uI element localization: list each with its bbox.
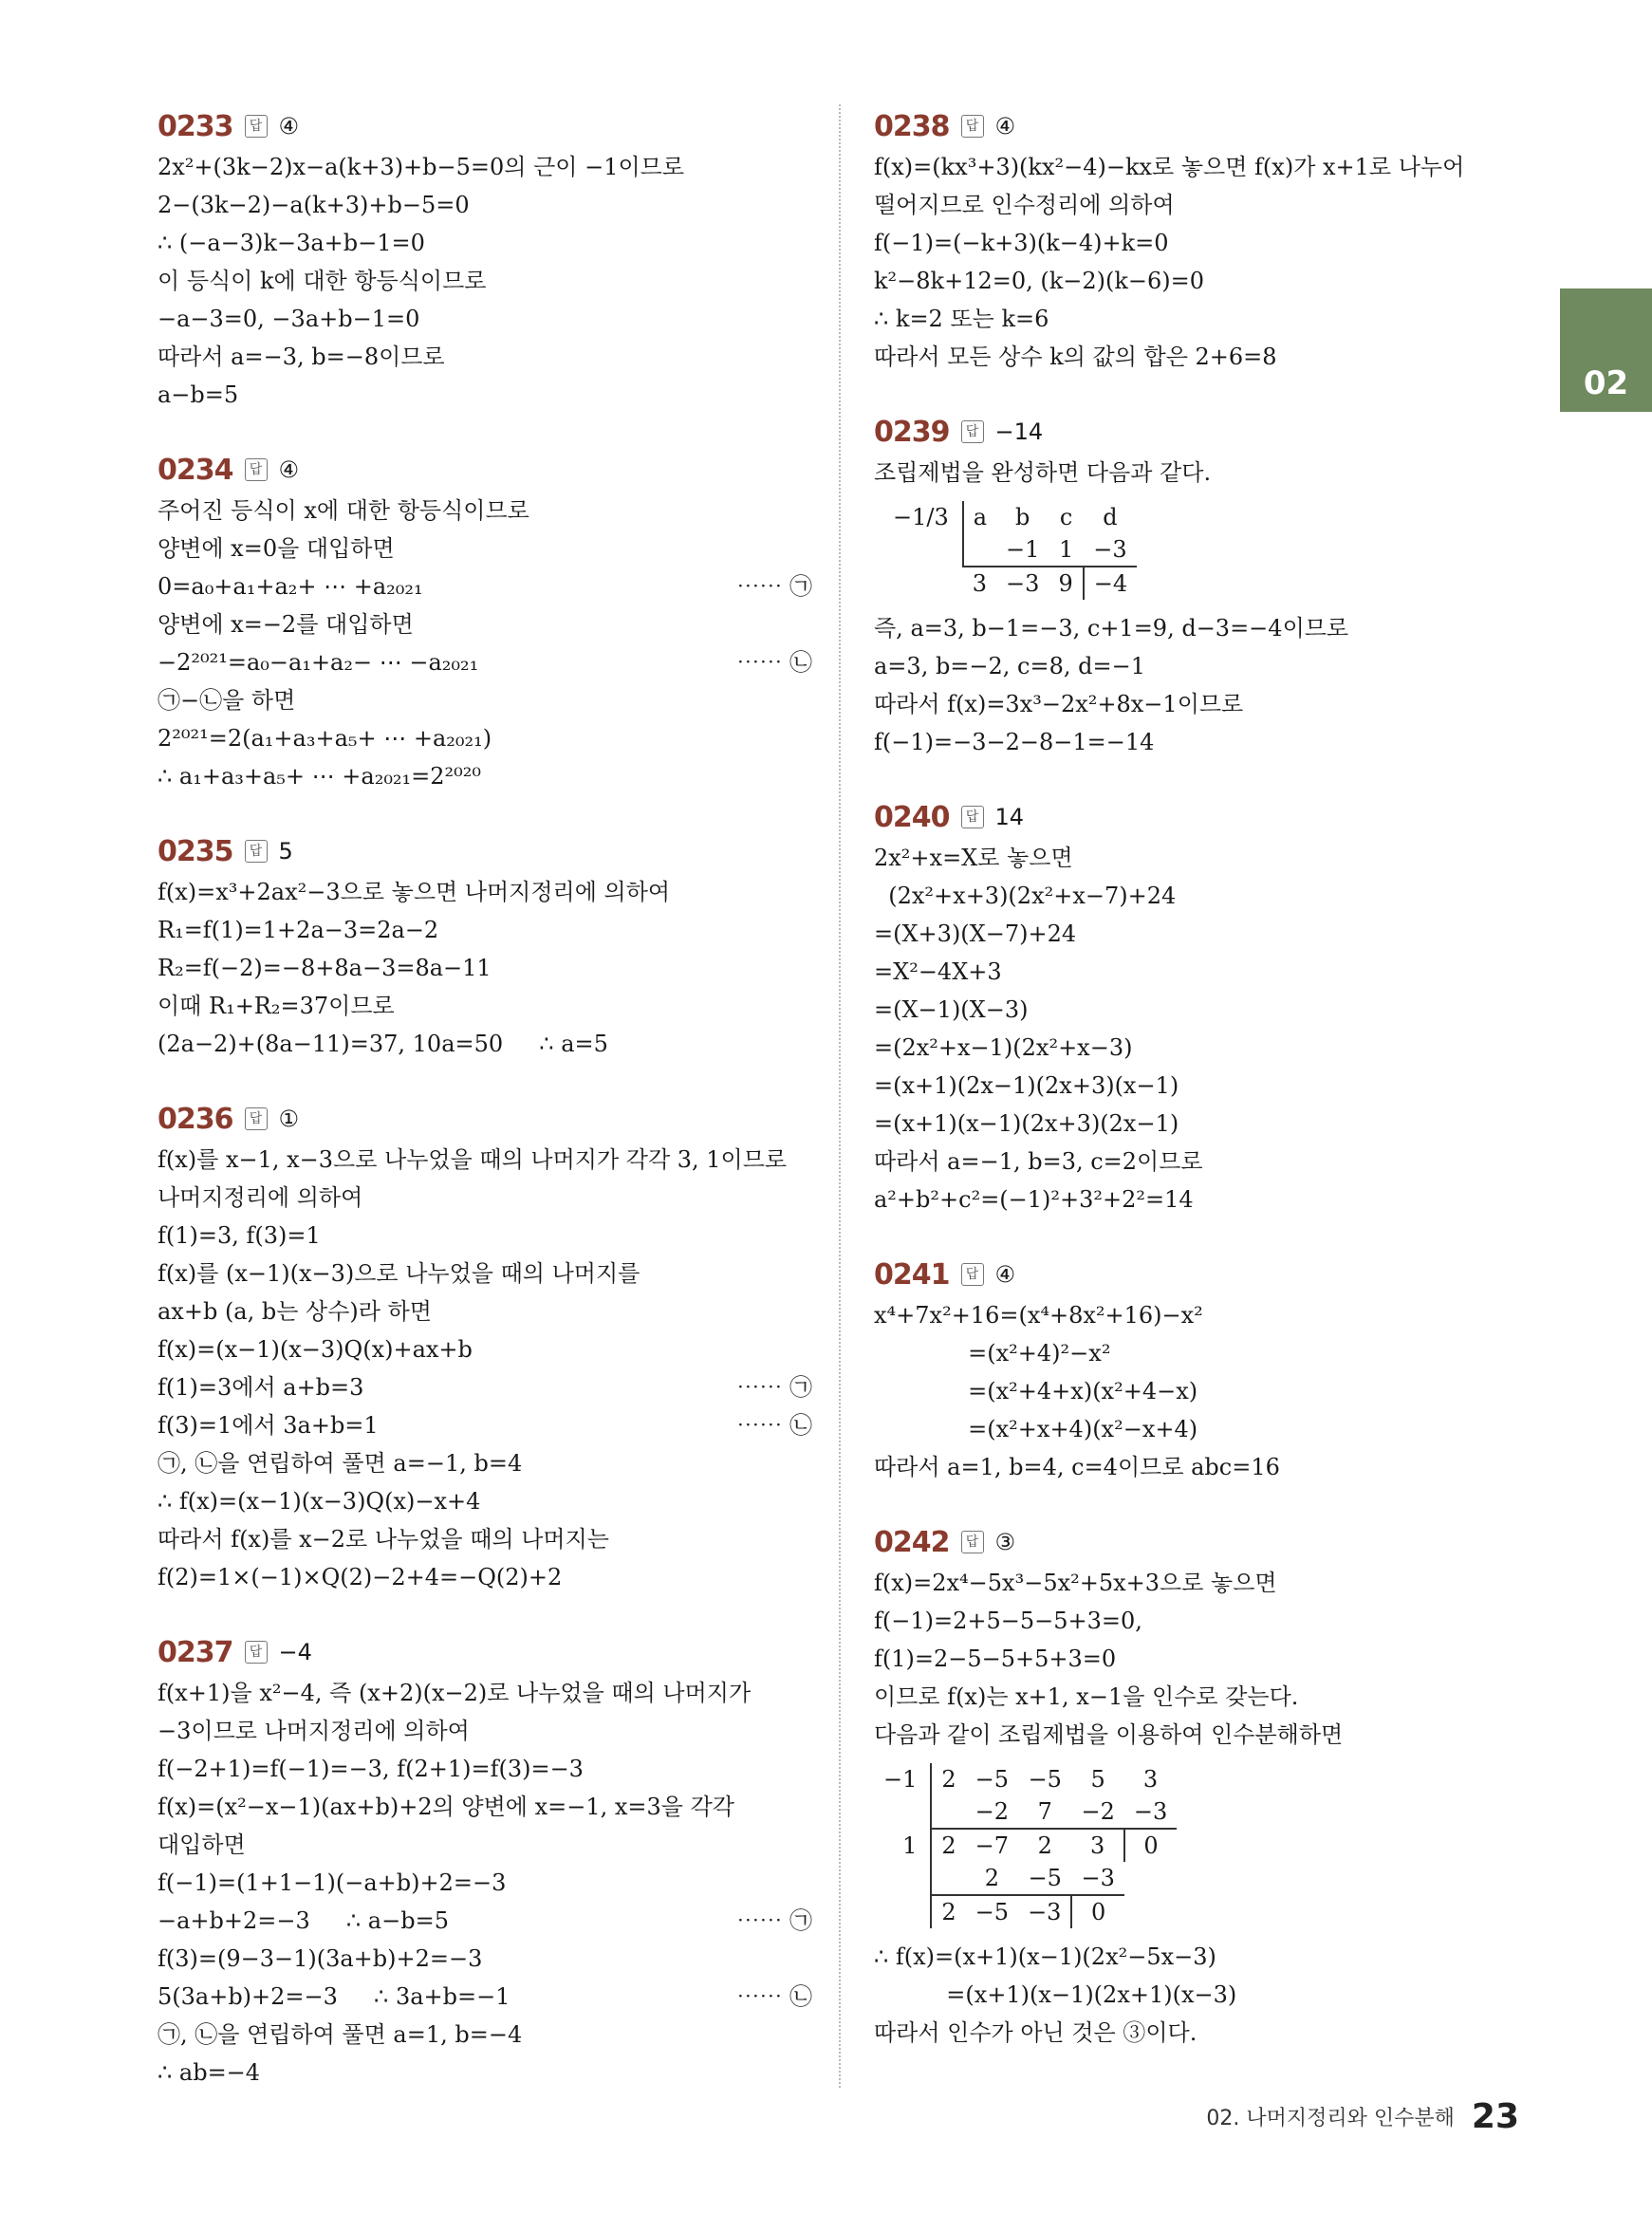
problem-number: 0239 xyxy=(874,415,950,449)
solution-line xyxy=(874,1976,1538,2014)
solution-line xyxy=(158,300,812,338)
synthetic-division-table xyxy=(883,501,1137,600)
solution-line xyxy=(874,1716,1538,1754)
solution-text: f(x)를 (x−1)(x−3)으로 나누었을 때의 나머지를 xyxy=(158,1260,640,1287)
solution-text: ∴ f(x)=(x−1)(x−3)Q(x)−x+4 xyxy=(158,1488,481,1515)
equation-tag: ⋯⋯ ㉠ xyxy=(736,1907,812,1934)
solution-text: a−b=5 xyxy=(158,381,239,408)
solution-text: −2²⁰²¹=a₀−a₁+a₂− ⋯ −a₂₀₂₁ xyxy=(158,649,479,676)
synthetic-division-cell: −5 xyxy=(1028,1766,1062,1793)
solution-text: ∴ f(x)=(x+1)(x−1)(2x²−5x−3) xyxy=(874,1943,1216,1970)
solution-text: f(x)=2x⁴−5x³−5x²+5x+3으로 놓으면 xyxy=(874,1570,1277,1596)
solution-line xyxy=(158,1444,812,1482)
solution-text: =(X+3)(X−7)+24 xyxy=(874,921,1077,947)
solution-text: f(1)=3에서 a+b=3 xyxy=(158,1374,364,1401)
solution-text: 2x²+(3k−2)x−a(k+3)+b−5=0의 근이 −1이므로 xyxy=(158,154,685,180)
answer-value: 5 xyxy=(278,838,293,865)
answer-icon: 답 xyxy=(245,1107,268,1130)
solution-line xyxy=(158,1482,812,1520)
synthetic-division-cell: −3 xyxy=(1018,1895,1071,1928)
answer-value: ① xyxy=(278,1106,300,1132)
solution-line xyxy=(874,1640,1538,1678)
solution-line xyxy=(158,1978,812,2016)
problem-header xyxy=(874,410,1538,454)
solution-line xyxy=(874,1410,1538,1448)
solution-text: f(x)=x³+2ax²−3으로 놓으면 나머지정리에 의하여 xyxy=(158,879,671,905)
left-column xyxy=(158,104,812,2126)
solution-text: (2x²+x+3)(2x²+x−7)+24 xyxy=(874,883,1177,909)
solution-text: f(1)=3, f(3)=1 xyxy=(158,1222,321,1249)
solution-text: 따라서 f(x)를 x−2로 나누었을 때의 나머지는 xyxy=(158,1526,609,1553)
problem-solution xyxy=(158,1097,812,1596)
solution-text: ㉠, ㉡을 연립하여 풀면 a=1, b=−4 xyxy=(158,2021,523,2048)
synthetic-division-cell: d xyxy=(1103,504,1118,530)
answer-icon: 답 xyxy=(961,115,984,138)
problem-header xyxy=(158,1630,812,1674)
solution-text: a²+b²+c²=(−1)²+3²+2²=14 xyxy=(874,1186,1194,1213)
problem-header xyxy=(158,829,812,873)
problem-solution xyxy=(158,448,812,795)
solution-text: 따라서 인수가 아닌 것은 ③이다. xyxy=(874,2019,1197,2046)
solution-text: 이 등식이 k에 대한 항등식이므로 xyxy=(158,268,487,294)
solution-line xyxy=(158,643,812,681)
solution-text: 즉, a=3, b−1=−3, c+1=9, d−3=−4이므로 xyxy=(874,615,1349,642)
solution-text: 조립제법을 완성하면 다음과 같다. xyxy=(874,459,1212,486)
synthetic-division-cell: −5 xyxy=(974,1766,1010,1793)
solution-line xyxy=(874,1334,1538,1372)
synthetic-division-cell: −3 xyxy=(1081,1865,1115,1891)
solution-text: =(2x²+x−1)(2x²+x−3) xyxy=(874,1034,1133,1061)
synthetic-division-cell xyxy=(931,1862,965,1895)
solution-line xyxy=(874,877,1538,915)
solution-text: x⁴+7x²+16=(x⁴+8x²+16)−x² xyxy=(874,1302,1203,1329)
problem-number: 0242 xyxy=(874,1525,950,1559)
synthetic-division-cell xyxy=(1124,1862,1177,1895)
answer-icon: 답 xyxy=(961,420,984,443)
solution-text: f(3)=(9−3−1)(3a+b)+2=−3 xyxy=(158,1945,483,1972)
synthetic-division-cell xyxy=(874,1795,931,1829)
synthetic-division-cell: 2 xyxy=(984,1865,999,1891)
solution-text: ∴ ab=−4 xyxy=(158,2059,261,2086)
solution-text: f(x)=(kx³+3)(kx²−4)−kx로 놓으면 f(x)가 x+1로 나누어 xyxy=(874,154,1465,180)
solution-line xyxy=(158,949,812,987)
equation-tag: ⋯⋯ ㉠ xyxy=(736,1374,812,1401)
problem-solution xyxy=(874,1520,1538,2052)
solution-text: 이므로 f(x)는 x+1, x−1을 인수로 갖는다. xyxy=(874,1683,1299,1710)
solution-text: −a+b+2=−3 ∴ a−b=5 xyxy=(158,1907,449,1934)
problem-number: 0236 xyxy=(158,1102,233,1136)
synthetic-division-table xyxy=(874,1763,1177,1928)
solution-line xyxy=(158,148,812,186)
problem-header xyxy=(158,1097,812,1141)
solution-text: f(−1)=−3−2−8−1=−14 xyxy=(874,729,1155,755)
problem-solution xyxy=(158,1630,812,2092)
solution-line xyxy=(874,1938,1538,1976)
solution-line xyxy=(158,1330,812,1368)
solution-text: 따라서 a=1, b=4, c=4이므로 abc=16 xyxy=(874,1454,1280,1480)
solution-text: ∴ (−a−3)k−3a+b−1=0 xyxy=(158,230,425,256)
solution-line xyxy=(874,148,1538,186)
problem-solution xyxy=(158,104,812,414)
problem-number: 0233 xyxy=(158,109,233,143)
synthetic-division-cell xyxy=(883,533,963,567)
synthetic-division-cell: 0 xyxy=(1124,1829,1177,1862)
synthetic-division-cell: −1/3 xyxy=(893,504,949,530)
synthetic-division-cell: 3 xyxy=(1142,1766,1159,1793)
solution-line xyxy=(874,262,1538,300)
answer-value: ④ xyxy=(278,113,300,139)
solution-line xyxy=(158,530,812,567)
equation-tag: ⋯⋯ ㉡ xyxy=(736,1412,812,1439)
synthetic-division-cell: 9 xyxy=(1049,567,1083,600)
solution-line xyxy=(158,567,812,605)
synthetic-division-cell: 7 xyxy=(1037,1798,1052,1825)
solution-line xyxy=(874,1067,1538,1105)
problem-header xyxy=(874,104,1538,148)
solution-text: 양변에 x=−2를 대입하면 xyxy=(158,611,414,638)
solution-line xyxy=(874,1448,1538,1486)
synthetic-division-cell: −7 xyxy=(966,1829,1018,1862)
solution-text: =(x²+4)²−x² xyxy=(874,1340,1111,1367)
solution-line xyxy=(158,2016,812,2054)
answer-value: ④ xyxy=(994,113,1016,139)
solution-line xyxy=(158,1406,812,1444)
solution-text: 주어진 등식이 x에 대한 항등식이므로 xyxy=(158,497,529,524)
solution-line xyxy=(158,492,812,530)
answer-icon: 답 xyxy=(245,458,268,481)
chapter-side-tab xyxy=(1560,288,1652,412)
solution-line xyxy=(158,1141,812,1179)
synthetic-division-cell xyxy=(874,1862,931,1895)
solution-text: 양변에 x=0을 대입하면 xyxy=(158,535,395,562)
solution-line xyxy=(158,605,812,643)
solution-line xyxy=(158,1826,812,1864)
answer-value: ④ xyxy=(994,1261,1016,1288)
solution-line xyxy=(158,1712,812,1750)
synthetic-division-cell: −3 xyxy=(1133,1798,1168,1825)
solution-text: =(x+1)(x−1)(2x+1)(x−3) xyxy=(874,1981,1237,2008)
solution-text: =(x+1)(x−1)(2x+3)(2x−1) xyxy=(874,1110,1179,1137)
solution-text: 떨어지므로 인수정리에 의하여 xyxy=(874,192,1175,218)
solution-line xyxy=(158,1902,812,1940)
synthetic-division-cell: 0 xyxy=(1071,1895,1123,1928)
solution-text: f(x)=(x−1)(x−3)Q(x)+ax+b xyxy=(158,1336,473,1363)
right-column xyxy=(874,104,1538,2086)
solution-text: ∴ k=2 또는 k=6 xyxy=(874,306,1049,332)
answer-value: ④ xyxy=(278,456,300,483)
solution-line xyxy=(158,757,812,795)
solution-text: 2−(3k−2)−a(k+3)+b−5=0 xyxy=(158,192,470,218)
solution-text: 5(3a+b)+2=−3 ∴ 3a+b=−1 xyxy=(158,1983,510,2010)
synthetic-division-cell: a xyxy=(963,501,996,533)
answer-icon: 답 xyxy=(961,1531,984,1553)
solution-text: =(x²+4+x)(x²+4−x) xyxy=(874,1378,1198,1404)
synthetic-division-cell xyxy=(1124,1895,1177,1928)
solution-line xyxy=(874,839,1538,877)
solution-line xyxy=(874,224,1538,262)
problem-solution xyxy=(874,1253,1538,1486)
synthetic-division-cell: −3 xyxy=(996,567,1049,600)
solution-text: f(−1)=(−k+3)(k−4)+k=0 xyxy=(874,230,1169,256)
solution-text: ㉠−㉡을 하면 xyxy=(158,687,296,714)
solution-line xyxy=(158,1292,812,1330)
solution-line xyxy=(874,300,1538,338)
synthetic-division-cell: −2 xyxy=(1081,1798,1115,1825)
solution-text: 2²⁰²¹=2(a₁+a₃+a₅+ ⋯ +a₂₀₂₁) xyxy=(158,725,492,752)
answer-value: 14 xyxy=(994,804,1025,830)
equation-tag: ⋯⋯ ㉠ xyxy=(736,573,812,600)
synthetic-division-cell: −3 xyxy=(1093,536,1127,563)
solution-text: f(−2+1)=f(−1)=−3, f(2+1)=f(3)=−3 xyxy=(158,1756,584,1782)
synthetic-division-cell: −1 xyxy=(883,1766,918,1793)
solution-line xyxy=(158,1940,812,1978)
solution-line xyxy=(158,681,812,719)
solution-line xyxy=(158,224,812,262)
footer-chapter-title: 02. 나머지정리와 인수분해 xyxy=(1206,2107,1455,2130)
solution-text: =(x+1)(2x−1)(2x+3)(x−1) xyxy=(874,1072,1179,1099)
synthetic-division-cell: 3 xyxy=(1071,1829,1123,1862)
solution-line xyxy=(874,609,1538,647)
solution-line xyxy=(874,1602,1538,1640)
synthetic-division-cell: 3 xyxy=(963,567,996,600)
solution-text: k²−8k+12=0, (k−2)(k−6)=0 xyxy=(874,268,1205,294)
synthetic-division-cell: c xyxy=(1059,504,1073,530)
answer-icon: 답 xyxy=(245,115,268,138)
solution-line xyxy=(874,1143,1538,1181)
answer-icon: 답 xyxy=(245,840,268,863)
problem-header xyxy=(874,1253,1538,1296)
answer-value: −4 xyxy=(278,1639,312,1665)
solution-text: ㉠, ㉡을 연립하여 풀면 a=−1, b=4 xyxy=(158,1450,523,1477)
solution-line xyxy=(874,685,1538,723)
solution-text: R₁=f(1)=1+2a−3=2a−2 xyxy=(158,917,439,943)
problem-header xyxy=(158,104,812,148)
solution-text: =(x²+x+4)(x²−x+4) xyxy=(874,1416,1198,1442)
solution-line xyxy=(158,873,812,911)
solution-text: f(2)=1×(−1)×Q(2)−2+4=−Q(2)+2 xyxy=(158,1564,563,1590)
solution-line xyxy=(158,719,812,757)
solution-text: =(X−1)(X−3) xyxy=(874,996,1029,1023)
solution-line xyxy=(158,911,812,949)
solution-line xyxy=(874,1029,1538,1067)
problem-number: 0234 xyxy=(158,453,233,487)
equation-tag: ⋯⋯ ㉡ xyxy=(736,1983,812,2010)
answer-icon: 답 xyxy=(245,1641,268,1664)
solution-line xyxy=(874,1564,1538,1602)
synthetic-division-cell: −5 xyxy=(966,1895,1018,1928)
synthetic-division-cell xyxy=(874,1895,931,1928)
solution-line xyxy=(874,1678,1538,1716)
solution-line xyxy=(158,1025,812,1063)
solution-text: f(1)=2−5−5+5+3=0 xyxy=(874,1646,1117,1672)
solution-text: (2a−2)+(8a−11)=37, 10a=50 ∴ a=5 xyxy=(158,1031,608,1057)
solution-text: 따라서 a=−1, b=3, c=2이므로 xyxy=(874,1148,1203,1175)
solution-line xyxy=(158,1255,812,1292)
solution-line xyxy=(874,991,1538,1029)
solution-line xyxy=(158,987,812,1025)
solution-text: =X²−4X+3 xyxy=(874,958,1002,985)
solution-line xyxy=(874,1372,1538,1410)
solution-text: 2x²+x=X로 놓으면 xyxy=(874,845,1073,871)
synthetic-division-cell: −1 xyxy=(1006,536,1040,563)
problem-number: 0238 xyxy=(874,109,950,143)
synthetic-division-cell: −5 xyxy=(1028,1865,1062,1891)
solution-text: ∴ a₁+a₃+a₅+ ⋯ +a₂₀₂₁=2²⁰²⁰ xyxy=(158,763,482,790)
solution-text: 나머지정리에 의하여 xyxy=(158,1184,363,1211)
solution-text: 대입하면 xyxy=(158,1832,246,1858)
solution-text: 다음과 같이 조립제법을 이용하여 인수분해하면 xyxy=(874,1721,1344,1748)
answer-value: ③ xyxy=(994,1529,1016,1555)
solution-text: 따라서 a=−3, b=−8이므로 xyxy=(158,344,445,370)
solution-text: 따라서 f(x)=3x³−2x²+8x−1이므로 xyxy=(874,691,1244,717)
synthetic-division-cell: 1 xyxy=(902,1832,918,1859)
answer-icon: 답 xyxy=(961,1263,984,1286)
problem-solution xyxy=(874,795,1538,1218)
solution-line xyxy=(158,1368,812,1406)
solution-line xyxy=(158,1788,812,1826)
synthetic-division-cell xyxy=(963,533,996,567)
solution-text: a=3, b=−2, c=8, d=−1 xyxy=(874,653,1145,679)
page-footer xyxy=(1206,2097,1519,2136)
solution-line xyxy=(874,338,1538,376)
problem-number: 0237 xyxy=(158,1635,233,1669)
solution-line xyxy=(874,915,1538,953)
column-divider xyxy=(839,104,841,2088)
solution-line xyxy=(158,1179,812,1217)
solution-text: f(−1)=(1+1−1)(−a+b)+2=−3 xyxy=(158,1869,507,1896)
problem-number: 0241 xyxy=(874,1257,950,1292)
solution-line xyxy=(874,186,1538,224)
synthetic-division-cell: −2 xyxy=(974,1798,1010,1825)
synthetic-division-cell: 1 xyxy=(1058,536,1074,563)
solution-line xyxy=(158,338,812,376)
synthetic-division-cell: 2 xyxy=(931,1829,965,1862)
solution-text: 0=a₀+a₁+a₂+ ⋯ +a₂₀₂₁ xyxy=(158,573,423,600)
problem-solution xyxy=(874,410,1538,761)
solution-text: f(x+1)을 x²−4, 즉 (x+2)(x−2)로 나누었을 때의 나머지가 xyxy=(158,1680,752,1706)
solution-text: f(x)=(x²−x−1)(ax+b)+2의 양변에 x=−1, x=3을 각각 xyxy=(158,1794,734,1820)
solution-line xyxy=(874,454,1538,492)
problem-header xyxy=(158,448,812,492)
problem-solution xyxy=(158,829,812,1063)
solution-text: f(x)를 x−1, x−3으로 나누었을 때의 나머지가 각각 3, 1이므로 xyxy=(158,1146,788,1173)
solution-line xyxy=(158,1750,812,1788)
solution-line xyxy=(158,2054,812,2092)
solution-line xyxy=(158,1674,812,1712)
synthetic-division-cell: 5 xyxy=(1090,1766,1105,1793)
solution-line xyxy=(874,1105,1538,1143)
solution-text: 이때 R₁+R₂=37이므로 xyxy=(158,993,395,1019)
solution-line xyxy=(158,1864,812,1902)
synthetic-division-cell: 2 xyxy=(931,1895,965,1928)
solution-text: f(−1)=2+5−5−5+3=0, xyxy=(874,1608,1142,1634)
synthetic-division-cell: 2 xyxy=(1018,1829,1071,1862)
solution-line xyxy=(874,723,1538,761)
solution-line xyxy=(874,1296,1538,1334)
solution-line xyxy=(158,186,812,224)
solution-line xyxy=(158,262,812,300)
synthetic-division-cell xyxy=(931,1795,965,1829)
answer-icon: 답 xyxy=(961,806,984,828)
solution-line xyxy=(874,1181,1538,1218)
synthetic-division-cell: b xyxy=(1015,504,1030,530)
synthetic-division-cell xyxy=(883,567,963,600)
page-number: 23 xyxy=(1471,2097,1519,2136)
solution-text: f(3)=1에서 3a+b=1 xyxy=(158,1412,379,1439)
answer-value: −14 xyxy=(994,418,1044,445)
solution-line xyxy=(158,1520,812,1558)
solution-line xyxy=(874,2014,1538,2052)
solution-text: ax+b (a, b는 상수)라 하면 xyxy=(158,1298,432,1325)
solution-line xyxy=(874,647,1538,685)
solution-text: −a−3=0, −3a+b−1=0 xyxy=(158,306,420,332)
solution-line xyxy=(874,953,1538,991)
problem-header xyxy=(874,1520,1538,1564)
synthetic-division-cell: 2 xyxy=(931,1763,965,1795)
solution-line xyxy=(158,1558,812,1596)
problem-solution xyxy=(874,104,1538,376)
problem-header xyxy=(874,795,1538,839)
problem-number: 0235 xyxy=(158,834,233,868)
solution-line xyxy=(158,1217,812,1255)
synthetic-division-cell: −4 xyxy=(1084,567,1137,600)
equation-tag: ⋯⋯ ㉡ xyxy=(736,649,812,676)
problem-number: 0240 xyxy=(874,800,950,834)
chapter-side-tab-label: 02 xyxy=(1583,364,1629,402)
solution-line xyxy=(158,376,812,414)
solution-text: R₂=f(−2)=−8+8a−3=8a−11 xyxy=(158,955,492,981)
solution-text: −3이므로 나머지정리에 의하여 xyxy=(158,1718,470,1744)
solution-text: 따라서 모든 상수 k의 값의 합은 2+6=8 xyxy=(874,344,1277,370)
